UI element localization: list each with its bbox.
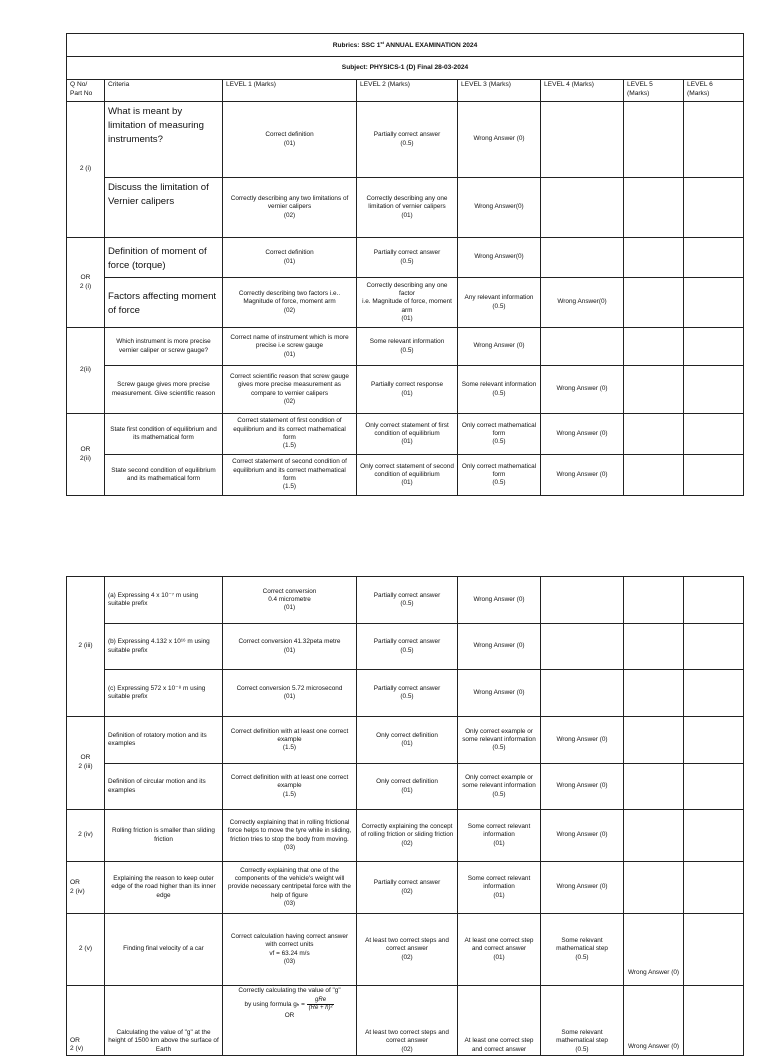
level1-cell	[223, 986, 357, 1056]
level5-cell	[624, 455, 684, 496]
level4-cell: Wrong Answer (0)	[541, 414, 624, 455]
level2-cell: Only correct statement of second condition of equilibrium (01)	[357, 455, 458, 496]
level2-cell: Partially correct answer (02)	[357, 862, 458, 914]
level2-cell: Partially correct answer (0.5)	[357, 238, 458, 278]
level1-cell: Correct statement of second condition of equilibrium and its correct mathematical form (1.5)	[223, 455, 357, 496]
criteria-cell: Factors affecting moment of force	[105, 278, 223, 328]
level4-cell: Some relevant mathematical step (0.5)	[541, 986, 624, 1056]
col-level4: LEVEL 4 (Marks)	[541, 80, 624, 102]
level5-cell	[624, 238, 684, 278]
level4-cell: Some relevant mathematical step (0.5)	[541, 914, 624, 986]
level1-cell: Correct conversion 5.72 microsecond (01)	[223, 670, 357, 717]
level5-cell: Wrong Answer (0)	[624, 986, 684, 1056]
level4-cell: Wrong Answer (0)	[541, 810, 624, 862]
level6-cell	[684, 178, 744, 238]
qno-cell: OR 2 (iii)	[67, 717, 105, 810]
col-level1: LEVEL 1 (Marks)	[223, 80, 357, 102]
level6-cell	[684, 914, 744, 986]
level2-cell: At least two correct steps and correct answer (02)	[357, 914, 458, 986]
criteria-cell: Finding final velocity of a car	[105, 914, 223, 986]
level1-cell: Correct conversion 0.4 micrometre (01)	[223, 577, 357, 624]
criteria-cell: State second condition of equilibrium and its mathematical form	[105, 455, 223, 496]
fraction-denominator: (Re + h)²	[308, 1004, 333, 1011]
level3-cell: Wrong Answer (0)	[458, 102, 541, 178]
criteria-cell: Calculating the value of "g" at the height of 1500 km above the surface of Earth	[105, 986, 223, 1056]
formula-lhs: by using formula gₕ =	[244, 1001, 305, 1009]
level1-cell: Correct name of instrument which is more precise i.e screw gauge (01)	[223, 328, 357, 366]
fraction-numerator: gRe	[307, 997, 335, 1005]
level6-cell	[684, 986, 744, 1056]
level2-cell: Partially correct answer (0.5)	[357, 102, 458, 178]
level6-cell	[684, 366, 744, 414]
qno-cell: 2 (iii)	[67, 577, 105, 717]
criteria-cell: State first condition of equilibrium and its mathematical form	[105, 414, 223, 455]
level4-cell	[541, 670, 624, 717]
level1-cell: Correct definition (01)	[223, 102, 357, 178]
criteria-cell: (b) Expressing 4.132 x 10¹⁶ m using suitable prefix	[105, 624, 223, 670]
level5-cell	[624, 670, 684, 717]
level6-cell	[684, 102, 744, 178]
level4-cell	[541, 178, 624, 238]
qno-cell: 2 (iv)	[67, 810, 105, 862]
level2-cell: Partially correct answer (0.5)	[357, 577, 458, 624]
level2-cell: Correctly describing any one limitation of vernier calipers (01)	[357, 178, 458, 238]
level2-cell: Correctly explaining the concept of rolling friction or sliding friction (02)	[357, 810, 458, 862]
level1-cell: Correct definition with at least one correct example (1.5)	[223, 717, 357, 764]
level6-cell	[684, 670, 744, 717]
level4-cell	[541, 328, 624, 366]
level2-cell: Only correct definition (01)	[357, 717, 458, 764]
level6-cell	[684, 862, 744, 914]
level2-cell: Partially correct answer (0.5)	[357, 670, 458, 717]
or-text: OR	[284, 1011, 295, 1019]
level5-cell	[624, 178, 684, 238]
level5-cell	[624, 328, 684, 366]
level5-cell	[624, 862, 684, 914]
level2-cell: Partially correct response (01)	[357, 366, 458, 414]
level4-cell	[541, 624, 624, 670]
level3-cell: Only correct example or some relevant information (0.5)	[458, 764, 541, 810]
level5-cell: Wrong Answer (0)	[624, 914, 684, 986]
criteria-cell: Definition of circular motion and its examples	[105, 764, 223, 810]
level3-cell: Wrong Answer(0)	[458, 178, 541, 238]
level3-cell: Only correct mathematical form (0.5)	[458, 414, 541, 455]
level3-cell: Wrong Answer(0)	[458, 238, 541, 278]
criteria-cell: Definition of moment of force (torque)	[105, 238, 223, 278]
level3-cell: Wrong Answer (0)	[458, 670, 541, 717]
level4-cell: Wrong Answer (0)	[541, 862, 624, 914]
rubrics-title: Rubrics: SSC 1st ANNUAL EXAMINATION 2024	[67, 34, 744, 57]
criteria-cell: (a) Expressing 4 x 10⁻⁷ m using suitable prefix	[105, 577, 223, 624]
level6-cell	[684, 577, 744, 624]
rubric-table-2	[66, 576, 744, 1056]
level3-cell: Only correct mathematical form (0.5)	[458, 455, 541, 496]
level3-cell: Wrong Answer (0)	[458, 577, 541, 624]
rubric-table-1	[66, 33, 744, 496]
level1-cell: Correctly describing two factors i.e.. Magnitude of force, moment arm (02)	[223, 278, 357, 328]
level2-cell: Only correct statement of first condition of equilibrium (01)	[357, 414, 458, 455]
criteria-cell: Rolling friction is smaller than sliding friction	[105, 810, 223, 862]
level1-cell: Correctly explaining that in rolling frictional force helps to move the tyre while in sliding, friction tries to stop the body from moving. (03)	[223, 810, 357, 862]
col-qno: Q No/ Part No	[67, 80, 105, 102]
level5-cell	[624, 717, 684, 764]
criteria-cell: (c) Expressing 572 x 10⁻⁸ m using suitable prefix	[105, 670, 223, 717]
level3-cell: At least one correct step and correct answer	[458, 986, 541, 1056]
level3-cell: Some correct relevant information (01)	[458, 810, 541, 862]
criteria-cell: Explaining the reason to keep outer edge of the road higher than its inner edge	[105, 862, 223, 914]
qno-cell: 2 (i)	[67, 102, 105, 238]
level2-cell: Only correct definition (01)	[357, 764, 458, 810]
qno-cell: 2 (v)	[67, 914, 105, 986]
col-level5: LEVEL 5 (Marks)	[624, 80, 684, 102]
level6-cell	[684, 624, 744, 670]
level6-cell	[684, 238, 744, 278]
qno-cell: OR 2 (i)	[67, 238, 105, 328]
level4-cell: Wrong Answer (0)	[541, 455, 624, 496]
level4-cell: Wrong Answer (0)	[541, 764, 624, 810]
level5-cell	[624, 810, 684, 862]
level1-cell: Correct statement of first condition of equilibrium and its correct mathematical form (1.5)	[223, 414, 357, 455]
criteria-cell: Definition of rotatory motion and its examples	[105, 717, 223, 764]
level1-cell: Correctly describing any two limitations of vernier calipers (02)	[223, 178, 357, 238]
level1-cell: Correct calculation having correct answer with correct units vf = 63.24 m/s (03)	[223, 914, 357, 986]
level5-cell	[624, 278, 684, 328]
criteria-cell: Which instrument is more precise vernier caliper or screw gauge?	[105, 328, 223, 366]
level3-cell: At least one correct step and correct answer (01)	[458, 914, 541, 986]
qno-cell: 2(ii)	[67, 328, 105, 414]
level3-cell: Wrong Answer (0)	[458, 328, 541, 366]
level4-cell: Wrong Answer (0)	[541, 366, 624, 414]
level5-cell	[624, 764, 684, 810]
level2-cell: Partially correct answer (0.5)	[357, 624, 458, 670]
level4-cell: Wrong Answer (0)	[541, 717, 624, 764]
level4-cell: Wrong Answer(0)	[541, 278, 624, 328]
col-level2: LEVEL 2 (Marks)	[357, 80, 458, 102]
formula	[226, 997, 353, 1011]
level4-cell	[541, 102, 624, 178]
level4-cell	[541, 577, 624, 624]
level2-cell: At least two correct steps and correct answer (02)	[357, 986, 458, 1056]
subject-line: Subject: PHYSICS-1 (D) Final 28-03-2024	[67, 57, 744, 80]
level5-cell	[624, 577, 684, 624]
level5-cell	[624, 366, 684, 414]
qno-cell: OR 2 (v)	[67, 986, 105, 1056]
level6-cell	[684, 764, 744, 810]
level4-cell	[541, 238, 624, 278]
col-criteria: Criteria	[105, 80, 223, 102]
level1-cell: Correct scientific reason that screw gauge gives more precise measurement as compare to vernier calipers (02)	[223, 366, 357, 414]
level2-cell: Correctly describing any one factor i.e. Magnitude of force, moment arm (01)	[357, 278, 458, 328]
criteria-cell: Screw gauge gives more precise measurement. Give scientific reason	[105, 366, 223, 414]
level3-cell: Some correct relevant information (01)	[458, 862, 541, 914]
level1-cell: Correct conversion 41.32peta metre (01)	[223, 624, 357, 670]
qno-cell: OR 2 (iv)	[67, 862, 105, 914]
level6-cell	[684, 455, 744, 496]
level3-cell: Wrong Answer (0)	[458, 624, 541, 670]
level5-cell	[624, 102, 684, 178]
level6-cell	[684, 414, 744, 455]
criteria-cell: What is meant by limitation of measuring instruments?	[105, 102, 223, 178]
level5-cell	[624, 414, 684, 455]
level3-cell: Any relevant information (0.5)	[458, 278, 541, 328]
level6-cell	[684, 328, 744, 366]
fraction	[307, 997, 335, 1011]
level6-cell	[684, 278, 744, 328]
level3-cell: Only correct example or some relevant information (0.5)	[458, 717, 541, 764]
level1-cell: Correct definition (01)	[223, 238, 357, 278]
level3-cell: Some relevant information (0.5)	[458, 366, 541, 414]
qno-cell: OR 2(ii)	[67, 414, 105, 496]
level2-cell: Some relevant information (0.5)	[357, 328, 458, 366]
col-level6: LEVEL 6 (Marks)	[684, 80, 744, 102]
level6-cell	[684, 717, 744, 764]
level1-cell: Correct definition with at least one correct example (1.5)	[223, 764, 357, 810]
level1-cell: Correctly explaining that one of the components of the vehicle's weight will provide necessary centripetal force with the help of figure (03)	[223, 862, 357, 914]
level6-cell	[684, 810, 744, 862]
col-level3: LEVEL 3 (Marks)	[458, 80, 541, 102]
level5-cell	[624, 624, 684, 670]
level1-text: Correctly calculating the value of "g"	[238, 987, 341, 994]
criteria-cell: Discuss the limitation of Vernier calipers	[105, 178, 223, 238]
